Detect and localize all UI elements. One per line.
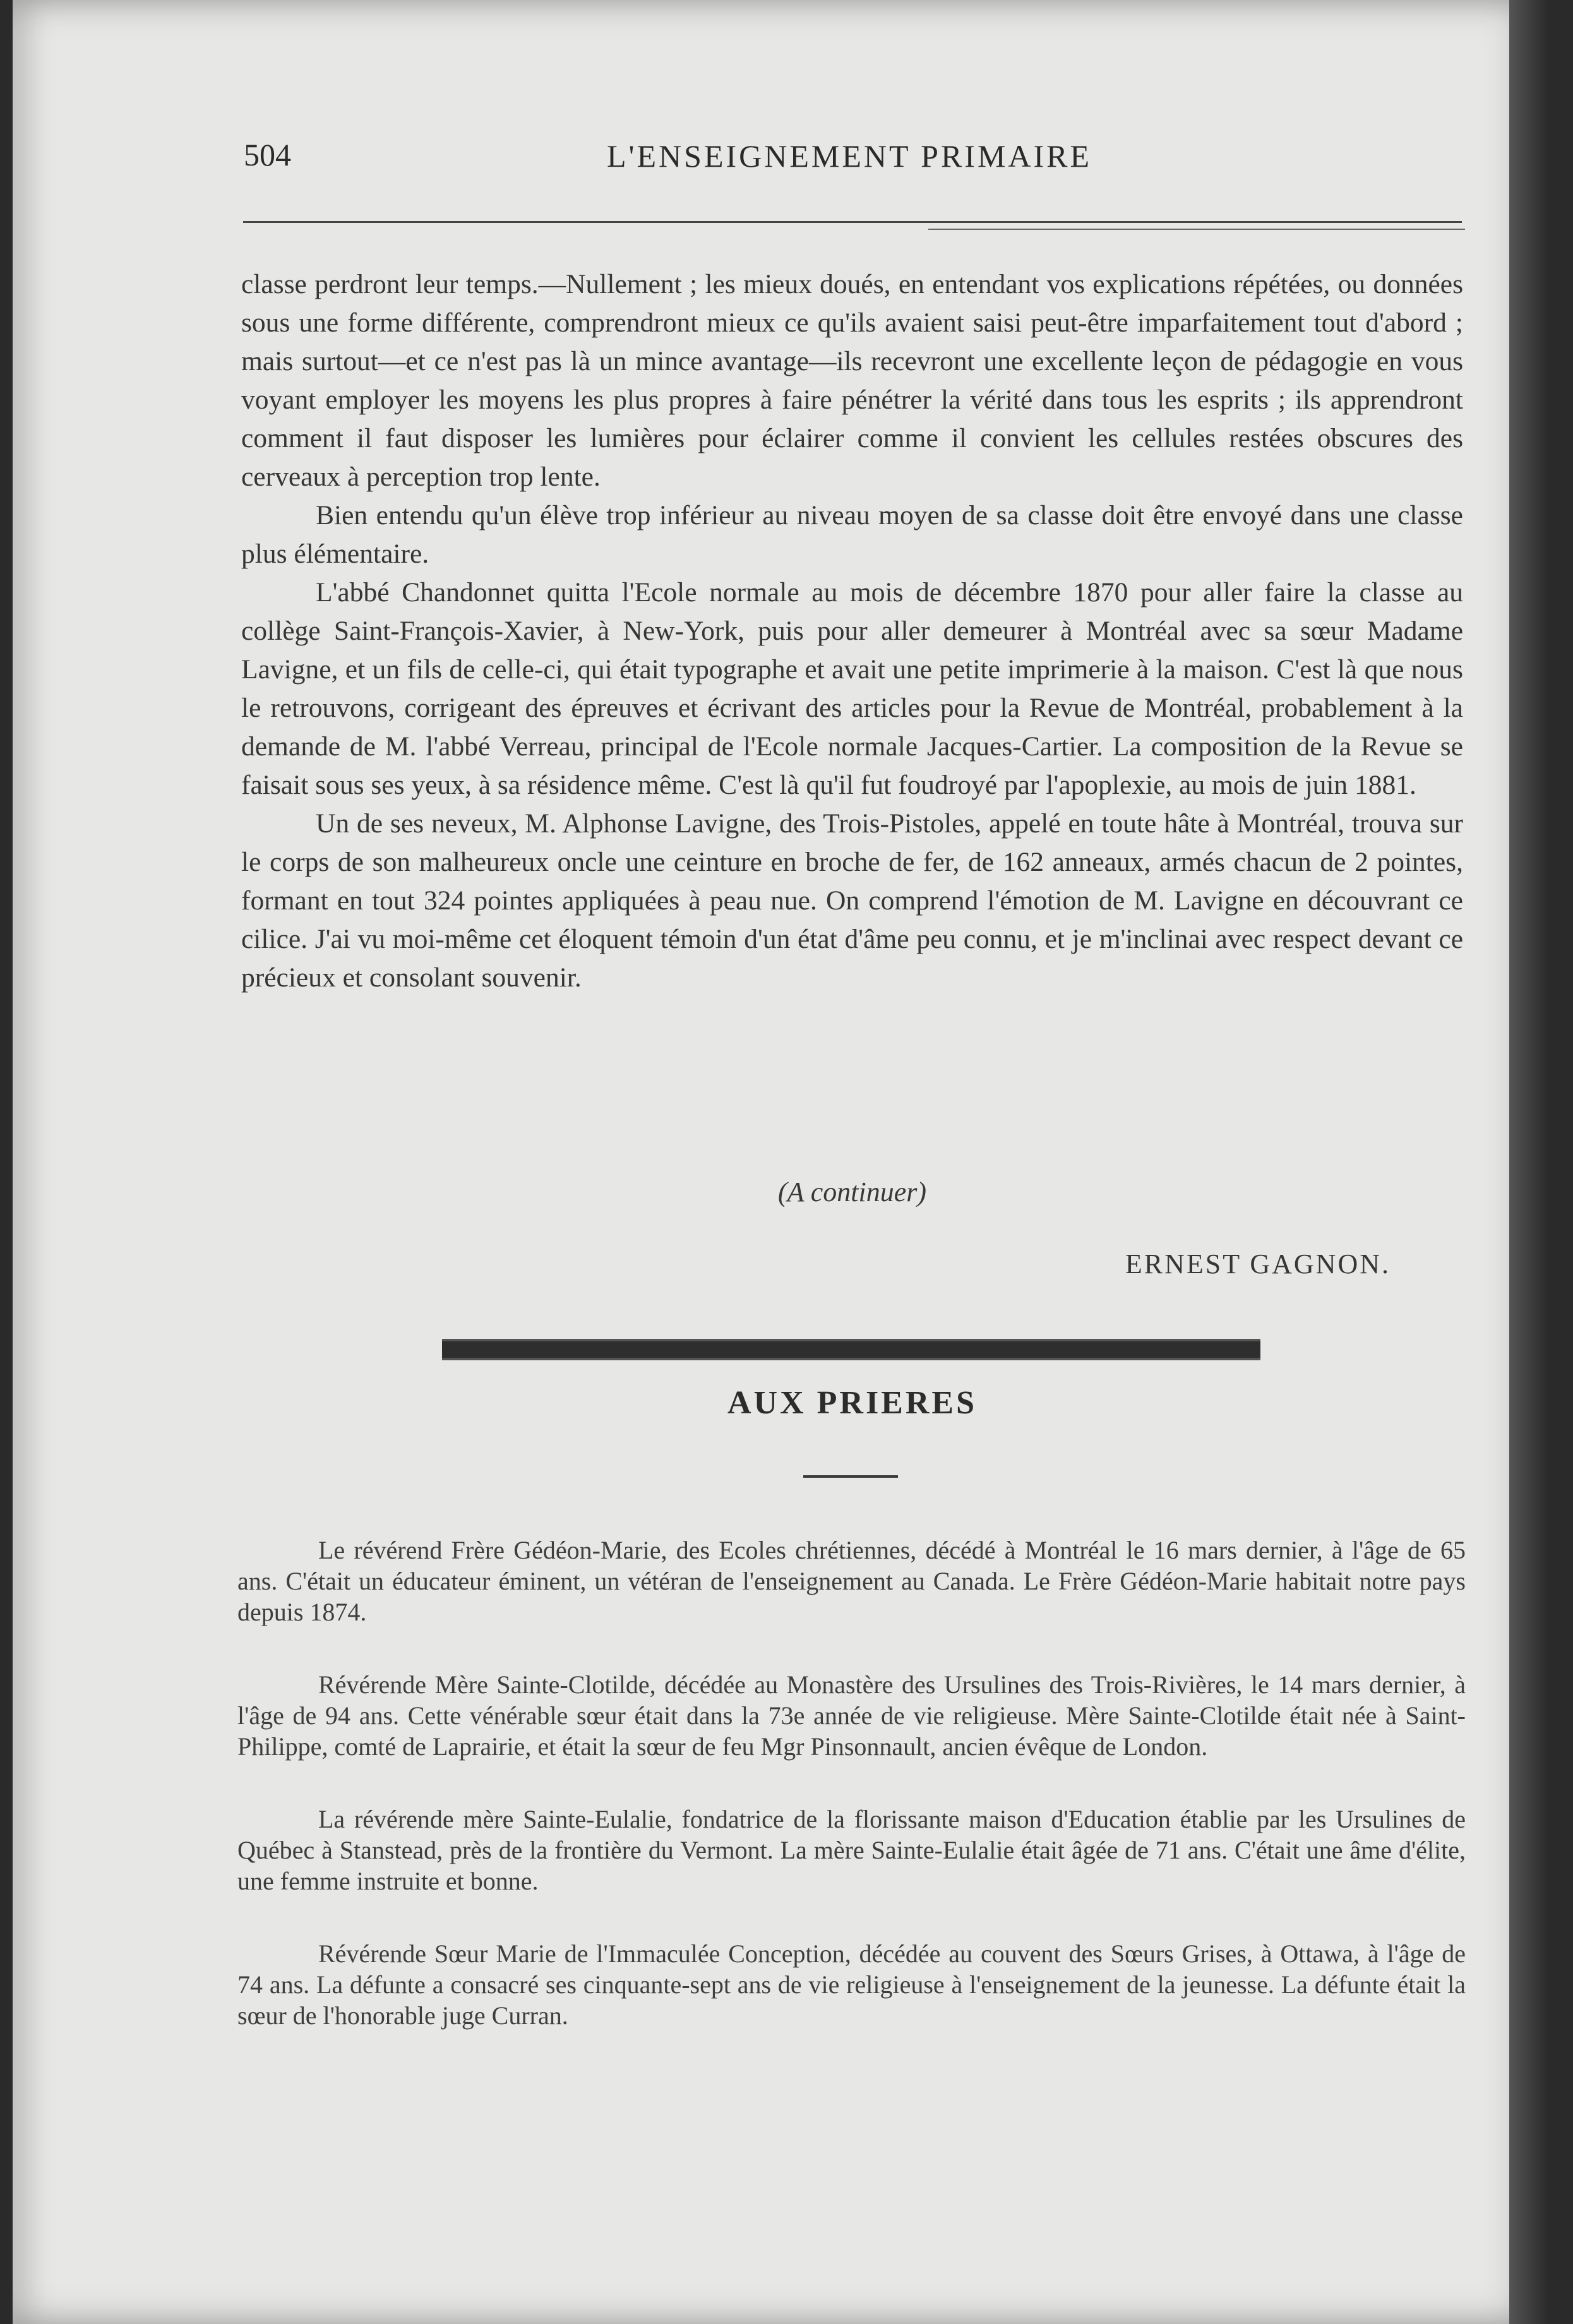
article-paragraph: L'abbé Chandonnet quitta l'Ecole normale au mois de décembre 1870 pour aller faire la classe au collège Saint-François-Xavier, à New-York, puis pour aller demeurer à Montréal avec sa sœur Madame Lavigne, et un fils de celle-ci, qui était typographe et avait une petite imprimerie à la maison. C'est là que nous le retrouvons, corrigeant des épreuves et écrivant des articles pour la Revue de Montréal, probablement à la demande de M. l'abbé Verreau, principal de l'Ecole normale Jacques-Cartier. La composition de la Revue se faisait sous ses yeux, à sa résidence même. C'est là qu'il fut foudroyé par l'apoplexie, au mois de juin 1881. (241, 577, 1463, 800)
article-paragraph: Bien entendu qu'un élève trop inférieur au niveau moyen de sa classe doit être envoyé dans une classe plus élémentaire. (241, 500, 1463, 569)
obituary-notice: Révérende Sœur Marie de l'Immaculée Conception, décédée au couvent des Sœurs Grises, à Ottawa, à l'âge de 74 ans. La défunte a consacré ses cinquante-sept ans de vie religieuse à l'enseignement de la jeunesse. La défunte était la sœur de l'honorable juge Curran. (237, 1939, 1466, 2030)
obituary-notice: La révérende mère Sainte-Eulalie, fondatrice de la florissante maison d'Education établie par les Ursulines de Québec à Stanstead, près de la frontière du Vermont. La mère Sainte-Eulalie était âgée de 71 ans. C'était une âme d'élite, une femme instruite et bonne. (237, 1805, 1466, 1895)
title-underline (803, 1475, 898, 1478)
section-title: AUX PRIERES (727, 1385, 978, 1421)
article-paragraph: classe perdront leur temps.—Nullement ; les mieux doués, en entendant vos explications répétées, ou données sous une forme différente, comprendront mieux ce qu'ils avaient saisi peut-être imparfaitement tout d'abord ; mais surtout—et ce n'est pas là un mince avantage—ils recevront une excellente leçon de pédagogie en vous voyant employer les moyens les plus propres à faire pénétrer la vérité dans tous les esprits ; ils apprendront comment il faut disposer les lumières pour éclairer comme il convient les cellules restées obscures des cerveaux à perception trop lente. (241, 269, 1463, 492)
obituary-notices (237, 1535, 1466, 2073)
article-paragraph: Un de ses neveux, M. Alphonse Lavigne, des Trois-Pistoles, appelé en toute hâte à Montréal, trouva sur le corps de son malheureux oncle une ceinture en broche de fer, de 162 anneaux, armés chacun de 2 pointes, formant en tout 324 pointes appliquées à peau nue. On comprend l'émotion de M. Lavigne en découvrant ce cilice. J'ai vu moi-même cet éloquent témoin d'un état d'âme peu connu, et je m'inclinai avec respect devant ce précieux et consolant souvenir. (241, 808, 1463, 993)
obituary-notice: Révérende Mère Sainte-Clotilde, décédée au Monastère des Ursulines des Trois-Rivières, le 14 mars dernier, à l'âge de 94 ans. Cette vénérable sœur était dans la 73e année de vie religieuse. Mère Sainte-Clotilde était née à Saint-Philippe, comté de Laprairie, et était la sœur de feu Mgr Pinsonnault, ancien évêque de London. (237, 1670, 1466, 1761)
article-body (241, 265, 1463, 997)
continuation-note: (A continuer) (777, 1177, 927, 1207)
page-edge-shadow (1509, 0, 1547, 2324)
header-rule-secondary (928, 229, 1465, 230)
page-number: 504 (244, 137, 291, 172)
header-rule (243, 221, 1462, 223)
author-signature: ERNEST GAGNON. (1125, 1249, 1391, 1279)
obituary-notice: Le révérend Frère Gédéon-Marie, des Ecoles chrétiennes, décédé à Montréal le 16 mars dernier, à l'âge de 65 ans. C'était un éducateur éminent, un vétéran de l'enseignement au Canada. Le Frère Gédéon-Marie habitait notre pays depuis 1874. (237, 1536, 1466, 1626)
running-title: L'ENSEIGNEMENT PRIMAIRE (606, 138, 1092, 174)
page-header (234, 131, 1465, 182)
section-divider (442, 1339, 1260, 1360)
